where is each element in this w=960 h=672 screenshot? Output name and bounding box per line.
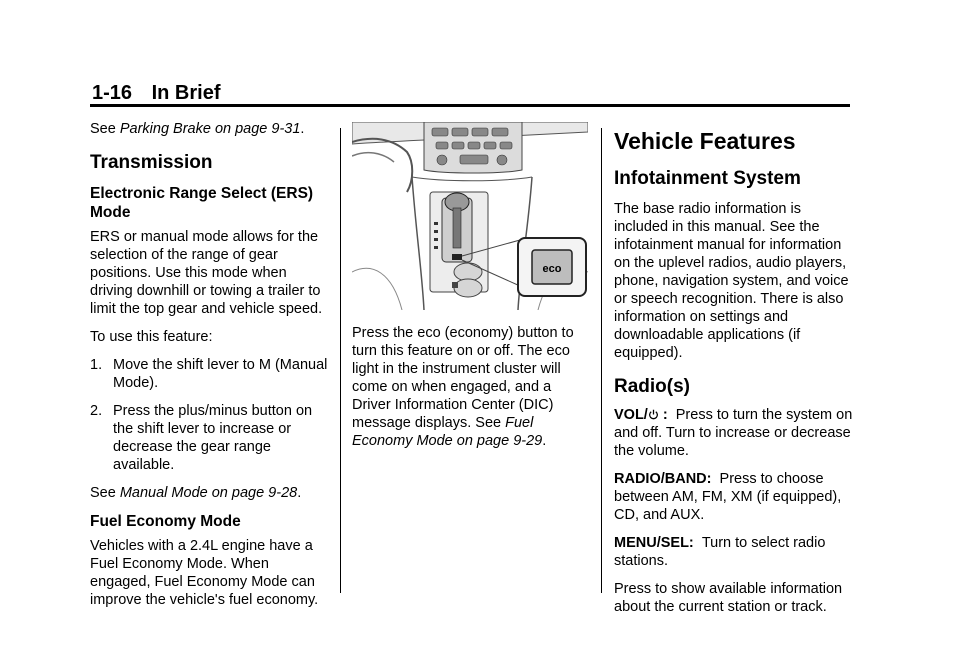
steps-list [90, 356, 330, 474]
radio-band-paragraph: RADIO/BAND: Press to choose between AM, FM, XM (if equipped), CD, and AUX. [614, 471, 842, 523]
ers-heading: Electronic Range Select (ERS) Mode [90, 185, 314, 221]
list-item: 2. Press the plus/minus button on the shift lever to increase or decrease the gear range available. [90, 403, 313, 473]
header-rule [90, 104, 850, 107]
use-feature-text: To use this feature: [90, 329, 213, 345]
page-header [92, 82, 221, 105]
column-divider-left [340, 128, 341, 593]
parking-brake-reference[interactable]: Parking Brake on page 9-31 [119, 121, 301, 137]
page-number: 1-16 [92, 82, 133, 104]
shifter-console-illustration [352, 122, 588, 310]
fuel-economy-paragraph: Vehicles with a 2.4L engine have a Fuel Economy Mode. When engaged, Fuel Economy Mode can improve the vehicle's fuel economy. [90, 538, 319, 608]
see-manual-mode: See Manual Mode on page 9-28. [90, 485, 302, 501]
column-right [614, 120, 858, 626]
column-divider-right [601, 128, 602, 593]
menu-sel-paragraph: MENU/SEL: Turn to select radio stations. [614, 535, 826, 569]
infotainment-paragraph: The base radio information is included in this manual. See the infotainment manual for information on the uplevel radios, audio players, phone, navigation system, and voice or speech recognition. There is also information on settings and downloadable applications (if equipped). [614, 201, 849, 361]
infotainment-heading: Infotainment System [614, 168, 801, 189]
page-header-title: In Brief [151, 82, 221, 104]
column-middle [352, 120, 588, 460]
fuel-economy-reference[interactable]: Fuel Economy Mode on page 9-29 [352, 415, 543, 449]
see-parking-brake: See Parking Brake on page 9-31. [90, 121, 305, 137]
press-show-paragraph: Press to show available information about the current station or track. [614, 581, 843, 615]
transmission-heading: Transmission [90, 152, 213, 173]
column-left [90, 120, 330, 619]
radio-heading: Radio(s) [614, 376, 690, 397]
vehicle-features-heading: Vehicle Features [614, 128, 796, 154]
vol-paragraph: VOL/ : Press to turn the system on and off. Turn to increase or decrease the volume. [614, 407, 853, 459]
eco-paragraph: Press the eco (economy) button to turn this feature on or off. The eco light in the instrument cluster will come on when engaged, and a Driver Information Center (DIC) message displays. See Fuel Economy Mode on page 9-29. [352, 325, 574, 449]
power-icon [648, 409, 659, 420]
ers-paragraph: ERS or manual mode allows for the selection of the range of gear positions. Use this mode when driving downhill or towing a trailer to limit the top gear and vehicle speed. [90, 229, 323, 317]
list-item: 1. Move the shift lever to M (Manual Mode). [90, 357, 328, 391]
eco-button-label: eco [542, 263, 562, 275]
fuel-economy-heading: Fuel Economy Mode [90, 513, 241, 530]
manual-mode-reference[interactable]: Manual Mode on page 9-28 [119, 485, 298, 501]
